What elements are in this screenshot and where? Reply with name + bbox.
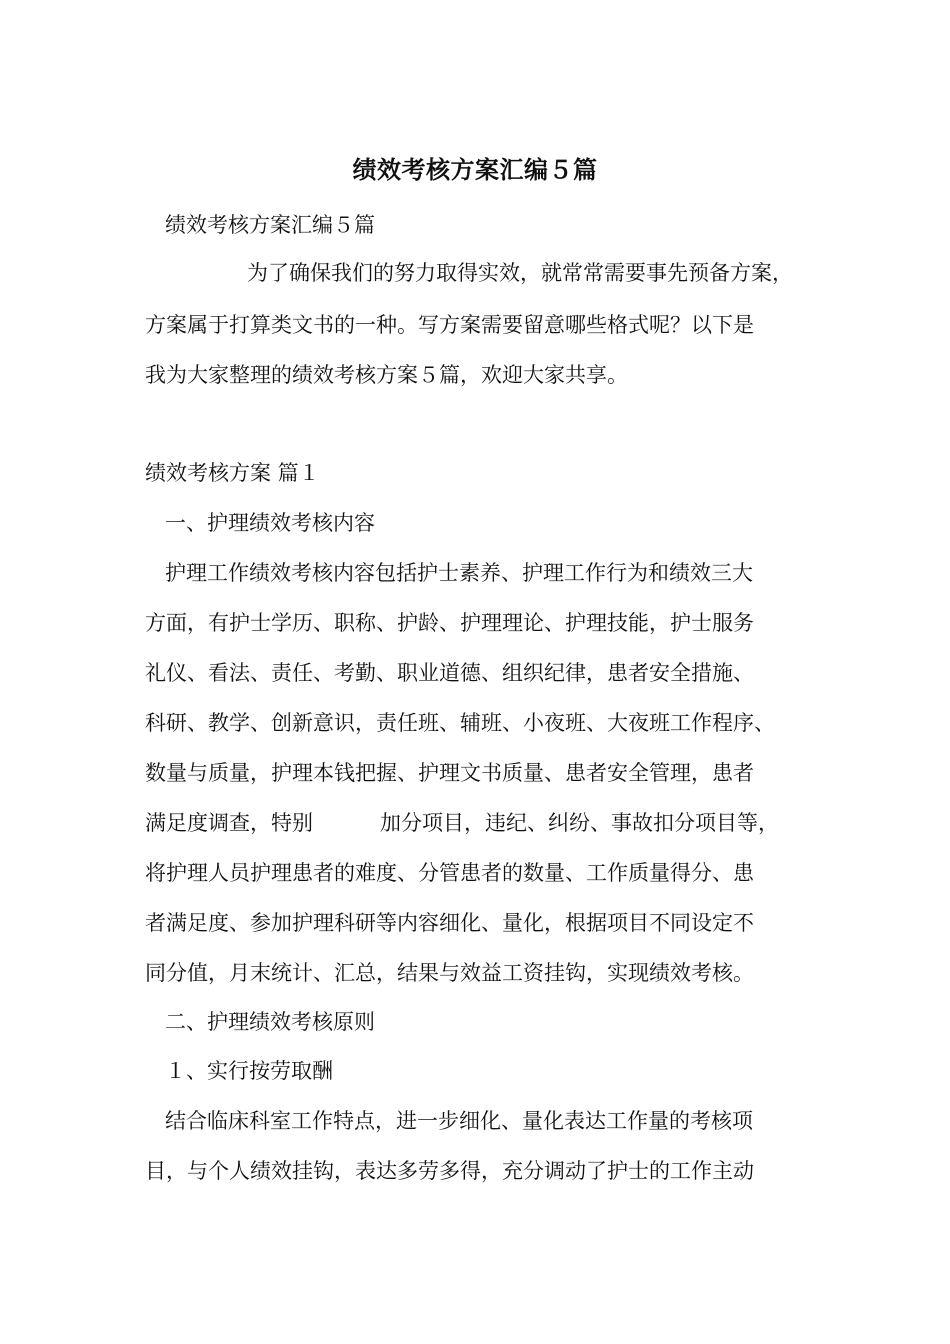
intro-line-2: 方案属于打算类文书的一种。写方案需要留意哪些格式呢？以下是 (145, 313, 754, 337)
heading-principles: 二、护理绩效考核原则 (165, 1010, 375, 1034)
heading-content: 一、护理绩效考核内容 (165, 511, 375, 535)
section-heading: 绩效考核方案 篇１ (145, 461, 320, 485)
paragraph-line: 目，与个人绩效挂钩，表达多劳多得，充分调动了护士的工作主动 (145, 1159, 754, 1183)
paragraph-line: 满足度调查，特别 (145, 811, 313, 835)
paragraph-line: 礼仪、看法、责任、考勤、职业道德、组织纪律，患者安全措施、 (145, 661, 754, 685)
paragraph-line: 数量与质量，护理本钱把握、护理文书质量、患者安全管理，患者 (145, 761, 754, 785)
paragraph-line: 加分项目，违纪、纠纷、事故扣分项目等， (380, 811, 779, 835)
paragraph-line: 同分值，月末统计、汇总，结果与效益工资挂钩，实现绩效考核。 (145, 961, 754, 985)
subheading-pay-by-work: １、实行按劳取酬 (165, 1059, 333, 1083)
document-subtitle: 绩效考核方案汇编５篇 (165, 213, 375, 237)
paragraph-line: 方面，有护士学历、职称、护龄、护理理论、护理技能，护士服务 (145, 611, 754, 635)
intro-line-3: 我为大家整理的绩效考核方案５篇，欢迎大家共享。 (145, 363, 628, 387)
paragraph-line: 护理工作绩效考核内容包括护士素养、护理工作行为和绩效三大 (165, 561, 753, 585)
paragraph-line: 结合临床科室工作特点，进一步细化、量化表达工作量的考核项 (165, 1109, 753, 1133)
paragraph-line: 将护理人员护理患者的难度、分管患者的数量、工作质量得分、患 (145, 861, 754, 885)
document-title: 绩效考核方案汇编５篇 (352, 156, 598, 184)
intro-line-1: 为了确保我们的努力取得实效，就常常需要事先预备方案， (247, 261, 793, 285)
paragraph-line: 科研、教学、创新意识，责任班、辅班、小夜班、大夜班工作程序、 (145, 711, 775, 735)
paragraph-line: 者满足度、参加护理科研等内容细化、量化，根据项目不同设定不 (145, 911, 754, 935)
